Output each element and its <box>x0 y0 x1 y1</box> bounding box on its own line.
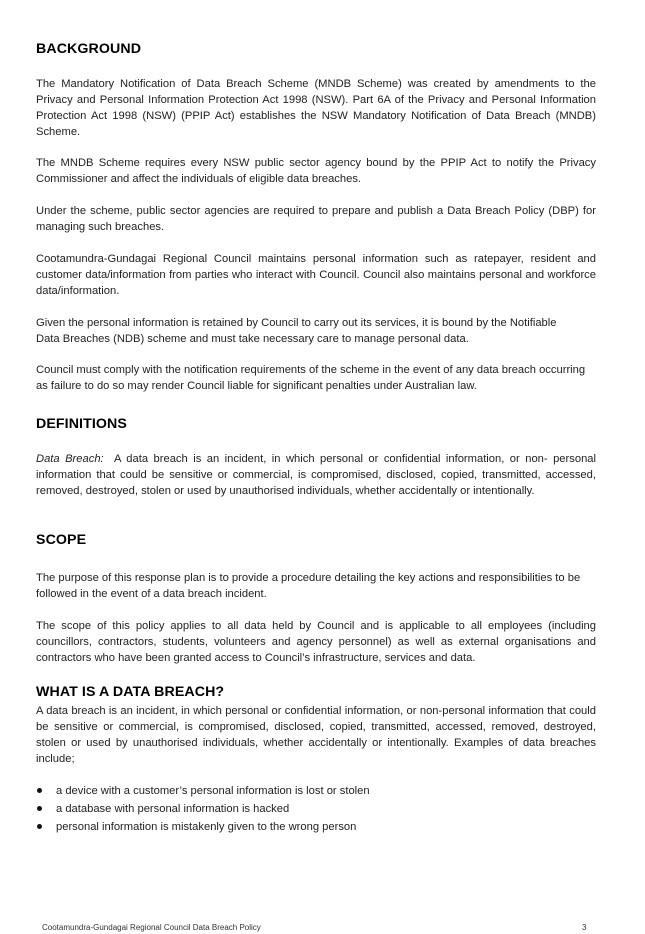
definitions-heading: DEFINITIONS <box>36 416 127 432</box>
bullet-icon <box>37 806 42 811</box>
examples-list <box>36 782 596 836</box>
background-paragraph-3: Under the scheme, public sector agencies are required to prepare and publish a Data Breach Policy (DBP) for managing such breaches. <box>36 205 596 233</box>
list-item-text: a device with a customer’s personal information is lost or stolen <box>56 785 370 797</box>
background-paragraph-2: The MNDB Scheme requires every NSW public sector agency bound by the PPIP Act to notify the Privacy Commissioner and affect the individuals of eligible data breaches. <box>36 157 596 185</box>
background-paragraph-1: The Mandatory Notification of Data Breach Scheme (MNDB Scheme) was created by amendments to the Privacy and Personal Information Protection Act 1998 (NSW). Part 6A of the Privacy and Personal Information Protection Act 1998 (NSW) (PPIP Act) establishes the NSW Mandatory Notification of Data Breach (MNDB) Scheme. <box>36 78 596 138</box>
scope-heading: SCOPE <box>36 532 87 548</box>
page-number: 3 <box>582 923 587 932</box>
scope-paragraph-2: The scope of this policy applies to all data held by Council and is applicable to all employees (including councillors, contractors, students, volunteers and agency personnel) as well as external organisations and contractors who have been granted access to Council’s infrastructure, services and data. <box>36 620 596 664</box>
what-is-heading: WHAT IS A DATA BREACH? <box>36 684 225 700</box>
footer-title: Cootamundra-Gundagai Regional Council Data Breach Policy <box>42 923 261 932</box>
definition-term: Data Breach: <box>36 453 104 465</box>
definition-text: A data breach is an incident, in which personal or confidential information, or non- personal information that could be sensitive or commercial, is compromised, disclosed, copied, transmitted, accessed, removed, destroyed, stolen or used by unauthorised individuals, whether accidentally or intentionally. <box>36 453 596 497</box>
what-is-text: A data breach is an incident, in which personal or confidential information, or non-personal information that could be sensitive or commercial, is compromised, disclosed, copied, transmitted, accessed, removed, destroyed, stolen or used by unauthorised individuals, whether accidentally or intentionally. Examples of data breaches include; <box>36 705 596 765</box>
list-item-text: personal information is mistakenly given to the wrong person <box>56 821 357 833</box>
list-item-text: a database with personal information is hacked <box>56 803 290 815</box>
list-item <box>36 818 596 836</box>
scope-paragraph-1: The purpose of this response plan is to provide a procedure detailing the key actions and responsibilities to be followed in the event of a data breach incident. <box>36 572 581 600</box>
list-item <box>36 782 596 800</box>
list-item <box>36 800 596 818</box>
background-heading: BACKGROUND <box>36 41 142 57</box>
background-paragraph-6: Council must comply with the notification requirements of the scheme in the event of any data breach occurring as failure to do so may render Council liable for significant penalties under Australian law. <box>36 364 586 392</box>
bullet-icon <box>37 824 42 829</box>
background-paragraph-4: Cootamundra-Gundagai Regional Council maintains personal information such as ratepayer, resident and customer data/information from parties who interact with Council. Council also maintains personal and workforce data/information. <box>36 253 596 297</box>
background-paragraph-5: Given the personal information is retained by Council to carry out its services, it is bound by the Notifiable Data Breaches (NDB) scheme and must take necessary care to manage personal data. <box>36 317 557 345</box>
definition-data-breach <box>36 451 596 499</box>
bullet-icon <box>37 788 42 793</box>
